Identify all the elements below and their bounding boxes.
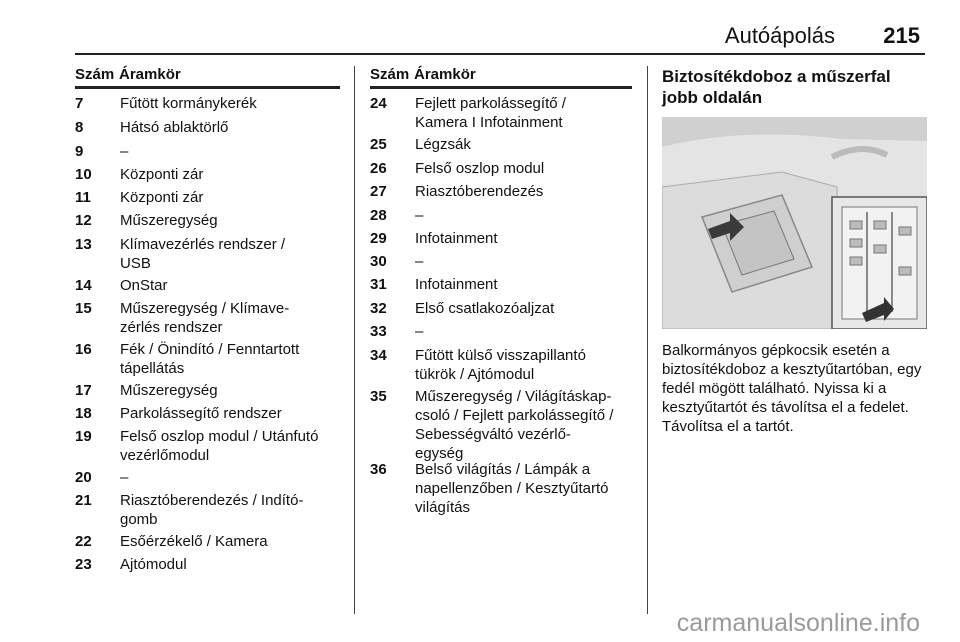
row-text: Műszeregység / Klímave- zérlés rendszer [120,300,290,336]
row-text: OnStar [120,277,168,294]
fuse-table-2 [370,66,632,526]
row-text: Infotainment [415,230,498,247]
row-number: 10 [75,166,92,183]
row-number: 32 [370,300,387,317]
fuse-box-illustration [662,117,927,329]
row-text: Belső világítás / Lámpák a napellenzőben / Kesztyűtartó világítás [415,461,609,516]
row-number: 27 [370,183,387,200]
section-body: Balkormányos gépkocsik esetén a biztosítékdoboz a kesztyűtartóban, egy fedél mögött található. Nyissa ki a kesztyűtartót és távolítsa el a fedelet. Távolítsa el a tartót. [662,342,922,435]
row-text: Fűtött külső visszapillantó tükrök / Ajtómodul [415,347,586,383]
row-number: 17 [75,382,92,399]
fuse-box-section [662,66,927,496]
column-divider-2 [647,66,648,614]
column-divider-1 [354,66,355,614]
row-number: 28 [370,207,387,224]
row-number: 22 [75,533,92,550]
row-text: Felső oszlop modul / Utánfutó vezérlőmodul [120,428,319,464]
row-number: 29 [370,230,387,247]
row-number: 31 [370,276,387,293]
row-text: Műszeregység / Világításkap- csoló / Fejlett parkolássegítő / Sebességváltó vezérlő- egység [415,388,614,462]
row-number: 7 [75,95,84,112]
fuse-box-drawing [662,117,927,329]
row-number: 8 [75,119,84,136]
header-number: Szám [370,66,410,83]
row-text: Központi zár [120,166,204,183]
row-text: Légzsák [415,136,471,153]
row-text: Fűtött kormánykerék [120,95,257,112]
row-number: 36 [370,461,387,478]
table-header [75,66,340,89]
row-number: 16 [75,341,92,358]
row-number: 23 [75,556,92,573]
row-number: 20 [75,469,92,486]
row-text: Infotainment [415,276,498,293]
row-text: – [120,469,129,486]
row-number: 11 [75,189,91,206]
header-rule [75,53,925,55]
row-text: Műszeregység [120,212,218,229]
row-text: Felső oszlop modul [415,160,545,177]
section-title: Biztosítékdoboz a műszerfal jobb oldalán [662,67,891,107]
row-number: 14 [75,277,92,294]
row-text: – [415,323,424,340]
row-text: – [120,143,129,160]
header-number: Szám [75,66,115,83]
row-number: 33 [370,323,387,340]
row-number: 30 [370,253,387,270]
row-number: 35 [370,388,387,405]
row-text: – [415,253,424,270]
row-text: Fék / Önindító / Fenntartott tápellátás [120,341,300,377]
row-number: 12 [75,212,92,229]
row-text: Első csatlakozóaljzat [415,300,555,317]
row-text: Riasztóberendezés / Indító- gomb [120,492,304,528]
row-text: Parkolássegítő rendszer [120,405,282,422]
row-number: 13 [75,236,92,253]
header-circuit: Áramkör [119,66,181,83]
header-circuit: Áramkör [414,66,476,83]
row-number: 24 [370,95,387,112]
header-title: Autóápolás [724,23,835,48]
row-number: 26 [370,160,387,177]
row-number: 15 [75,300,92,317]
row-number: 34 [370,347,387,364]
watermark: carmanualsonline.info [676,609,920,637]
row-number: 25 [370,136,387,153]
fuse-table-1 [75,66,340,586]
row-text: Hátsó ablaktörlő [120,119,229,136]
page-number: 215 [883,23,920,48]
row-text: Műszeregység [120,382,218,399]
row-number: 18 [75,405,92,422]
row-text: Ajtómodul [120,556,187,573]
table-header [370,66,632,89]
row-number: 19 [75,428,92,445]
row-text: Klímavezérlés rendszer / USB [120,236,286,272]
row-number: 9 [75,143,84,160]
row-text: Esőérzékelő / Kamera [120,533,268,550]
row-text: Fejlett parkolássegítő / Kamera I Infotainment [415,95,566,131]
row-text: Riasztóberendezés [415,183,544,200]
row-text: Központi zár [120,189,204,206]
row-number: 21 [75,492,92,509]
row-text: – [415,207,424,224]
